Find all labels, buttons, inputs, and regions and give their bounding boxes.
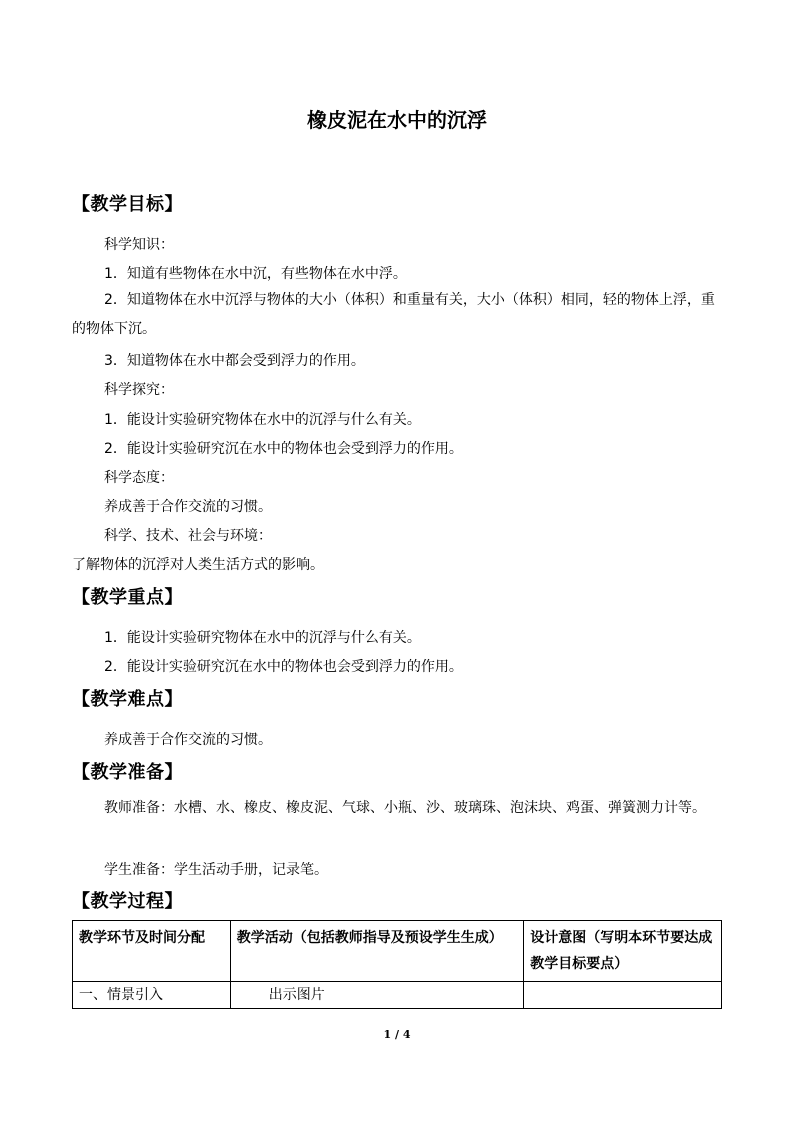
sts-label: 科学、技术、社会与环境： [104, 528, 272, 544]
student-preparation: 学生准备：学生活动手册，记录笔。 [104, 862, 328, 878]
objectives-heading: 【教学目标】 [72, 194, 183, 215]
process-table [72, 920, 722, 1009]
table-cell: 出示图片 [230, 982, 524, 1009]
table-row [73, 982, 722, 1009]
process-heading: 【教学过程】 [72, 891, 183, 912]
column-header: 教学环节及时间分配 [73, 921, 231, 982]
inquiry-item: 2．能设计实验研究沉在水中的物体也会受到浮力的作用。 [104, 441, 463, 457]
knowledge-item: 3．知道物体在水中都会受到浮力的作用。 [104, 353, 365, 369]
document-title: 橡皮泥在水中的沉浮 [307, 108, 487, 132]
table-cell: 一、情景引入 [73, 982, 231, 1009]
knowledge-item: 1．知道有些物体在水中沉，有些物体在水中浮。 [104, 266, 407, 282]
sts-text: 了解物体的沉浮对人类生活方式的影响。 [72, 557, 324, 573]
knowledge-label: 科学知识： [104, 237, 174, 253]
table-cell [524, 982, 722, 1009]
attitude-text: 养成善于合作交流的习惯。 [104, 499, 272, 515]
difficulty-heading: 【教学难点】 [72, 689, 183, 710]
column-header: 设计意图（写明本环节要达成教学目标要点） [524, 921, 722, 982]
page-number: 1 / 4 [383, 1028, 411, 1041]
inquiry-item: 1．能设计实验研究物体在水中的沉浮与什么有关。 [104, 412, 421, 428]
inquiry-label: 科学探究： [104, 382, 174, 398]
key-point-item: 2．能设计实验研究沉在水中的物体也会受到浮力的作用。 [104, 659, 463, 675]
key-points-heading: 【教学重点】 [72, 587, 183, 608]
knowledge-item: 2．知道物体在水中沉浮与物体的大小（体积）和重量有关，大小（体积）相同，轻的物体上浮，重的物体下沉。 [72, 292, 715, 337]
difficulty-text: 养成善于合作交流的习惯。 [104, 732, 272, 748]
preparation-heading: 【教学准备】 [72, 762, 183, 783]
attitude-label: 科学态度： [104, 470, 174, 486]
column-header: 教学活动（包括教师指导及预设学生生成） [230, 921, 524, 982]
teacher-preparation: 教师准备：水槽、水、橡皮、橡皮泥、气球、小瓶、沙、玻璃珠、泡沫块、鸡蛋、弹簧测力计等。 [104, 800, 706, 816]
key-point-item: 1．能设计实验研究物体在水中的沉浮与什么有关。 [104, 630, 421, 646]
table-header-row [73, 921, 722, 982]
